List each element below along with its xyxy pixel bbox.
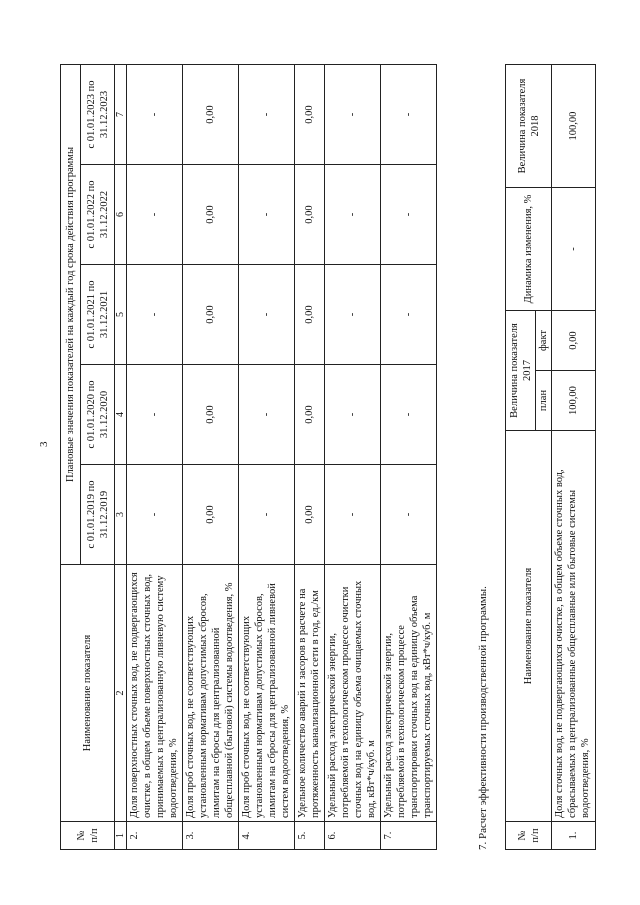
efficiency-table	[505, 64, 596, 850]
dynamics-value: -	[552, 188, 596, 311]
period-header: с 01.01.2022 по 31.12.2022	[81, 165, 115, 265]
indicator-value: 0,00	[295, 65, 325, 165]
indicator-value: -	[239, 165, 295, 265]
rotated-page-content	[60, 65, 591, 850]
indicator-value: -	[381, 265, 437, 365]
indicator-value: 0,00	[295, 165, 325, 265]
row-number: 2.	[127, 822, 183, 850]
indicator-value: -	[381, 365, 437, 465]
column-index: 1	[115, 822, 127, 850]
table-row	[552, 65, 596, 850]
col-num-header: № п/п	[506, 822, 552, 850]
table-row	[239, 65, 295, 850]
indicator-value: -	[127, 365, 183, 465]
col-name-header: Наименование показателя	[506, 431, 552, 822]
row-number: 3.	[183, 822, 239, 850]
indicator-value: 0,00	[183, 465, 239, 565]
table-row	[127, 65, 183, 850]
value-2018: 100,00	[552, 65, 596, 188]
col-2017-header: Величина показателя 2017	[506, 311, 536, 431]
table-row	[325, 65, 381, 850]
period-header: с 01.01.2019 по 31.12.2019	[81, 465, 115, 565]
indicator-value: -	[381, 465, 437, 565]
col-2018-header: Величина показателя 2018	[506, 65, 552, 188]
indicator-name: Доля проб сточных вод, не соответствующих установленным нормативам допустимых сбросов, лимитам на сбросы для централизованной общесплавной (бытовой) системы водоотведения, %	[183, 565, 239, 822]
period-header: с 01.01.2021 по 31.12.2021	[81, 265, 115, 365]
indicator-value: -	[325, 65, 381, 165]
column-index: 3	[115, 465, 127, 565]
indicator-value: 0,00	[295, 365, 325, 465]
table-row	[295, 65, 325, 850]
column-index: 6	[115, 165, 127, 265]
row-number: 4.	[239, 822, 295, 850]
column-index: 5	[115, 265, 127, 365]
indicator-name: Удельный расход электрической энергии, потребляемой в технологическом процессе транспортировки сточных вод на единицу объема транспортируемых сточных вод, кВт*ч/куб. м	[381, 565, 437, 822]
indicator-value: -	[325, 365, 381, 465]
col-num-header: № п/п	[61, 822, 115, 850]
col-dynamics-header: Динамика изменения, %	[506, 188, 552, 311]
indicator-value: 0,00	[295, 465, 325, 565]
col-group-header: Плановые значения показателей на каждый год срока действия программы	[61, 65, 81, 565]
col-plan-header: план	[536, 371, 552, 431]
indicator-value: 0,00	[183, 265, 239, 365]
indicator-value: -	[239, 65, 295, 165]
row-number: 7.	[381, 822, 437, 850]
indicator-name: Удельный расход электрической энергии, потребляемой в технологическом процессе очистки сточных вод на единицу объема очищаемых сточных вод, кВт*ч/куб. м	[325, 565, 381, 822]
col-name-header: Наименование показателя	[61, 565, 115, 822]
column-index: 7	[115, 65, 127, 165]
indicator-value: -	[381, 65, 437, 165]
indicator-value: 0,00	[183, 65, 239, 165]
indicator-value: 0,00	[295, 265, 325, 365]
column-index-row	[115, 65, 127, 850]
row-number: 6.	[325, 822, 381, 850]
indicator-name: Удельное количество аварий и засоров в расчете на протяженность канализационной сети в год, ед./км	[295, 565, 325, 822]
indicator-name: Доля сточных вод, не подвергающихся очистке, в общем объеме сточных вод, сбрасываемых в централизованные общесплавные или бытовые системы водоотведения, %	[552, 431, 596, 822]
column-index: 2	[115, 565, 127, 822]
indicator-value: 0,00	[183, 365, 239, 465]
indicator-value: -	[127, 65, 183, 165]
indicator-value: 0,00	[183, 165, 239, 265]
indicator-name: Доля проб сточных вод, не соответствующих установленным нормативам допустимых сбросов, лимитам на сбросы для централизованной ливневой систем водоотведения, %	[239, 565, 295, 822]
indicator-value: -	[239, 365, 295, 465]
indicator-value: -	[325, 465, 381, 565]
indicator-value: -	[325, 265, 381, 365]
row-number: 1.	[552, 822, 596, 850]
indicator-value: -	[127, 165, 183, 265]
section-title: 7. Расчет эффективности производственной программы.	[477, 586, 489, 850]
col-fact-header: факт	[536, 311, 552, 371]
indicator-value: -	[127, 465, 183, 565]
table-row	[183, 65, 239, 850]
indicator-value: -	[325, 165, 381, 265]
indicator-value: -	[127, 265, 183, 365]
period-header: с 01.01.2020 по 31.12.2020	[81, 365, 115, 465]
page-number: 3	[38, 441, 50, 447]
indicator-value: -	[239, 465, 295, 565]
indicator-value: -	[239, 265, 295, 365]
indicator-value: -	[381, 165, 437, 265]
period-header: с 01.01.2023 по 31.12.2023	[81, 65, 115, 165]
fact-value: 0,00	[552, 311, 596, 371]
row-number: 5.	[295, 822, 325, 850]
indicator-name: Доля поверхностных сточных вод, не подвергающихся очистке, в общем объеме поверхностных сточных вод, принимаемых в централизованную ливневую систему водоотведения, %	[127, 565, 183, 822]
table-row	[381, 65, 437, 850]
plan-value: 100,00	[552, 371, 596, 431]
targets-table	[60, 64, 437, 850]
column-index: 4	[115, 365, 127, 465]
